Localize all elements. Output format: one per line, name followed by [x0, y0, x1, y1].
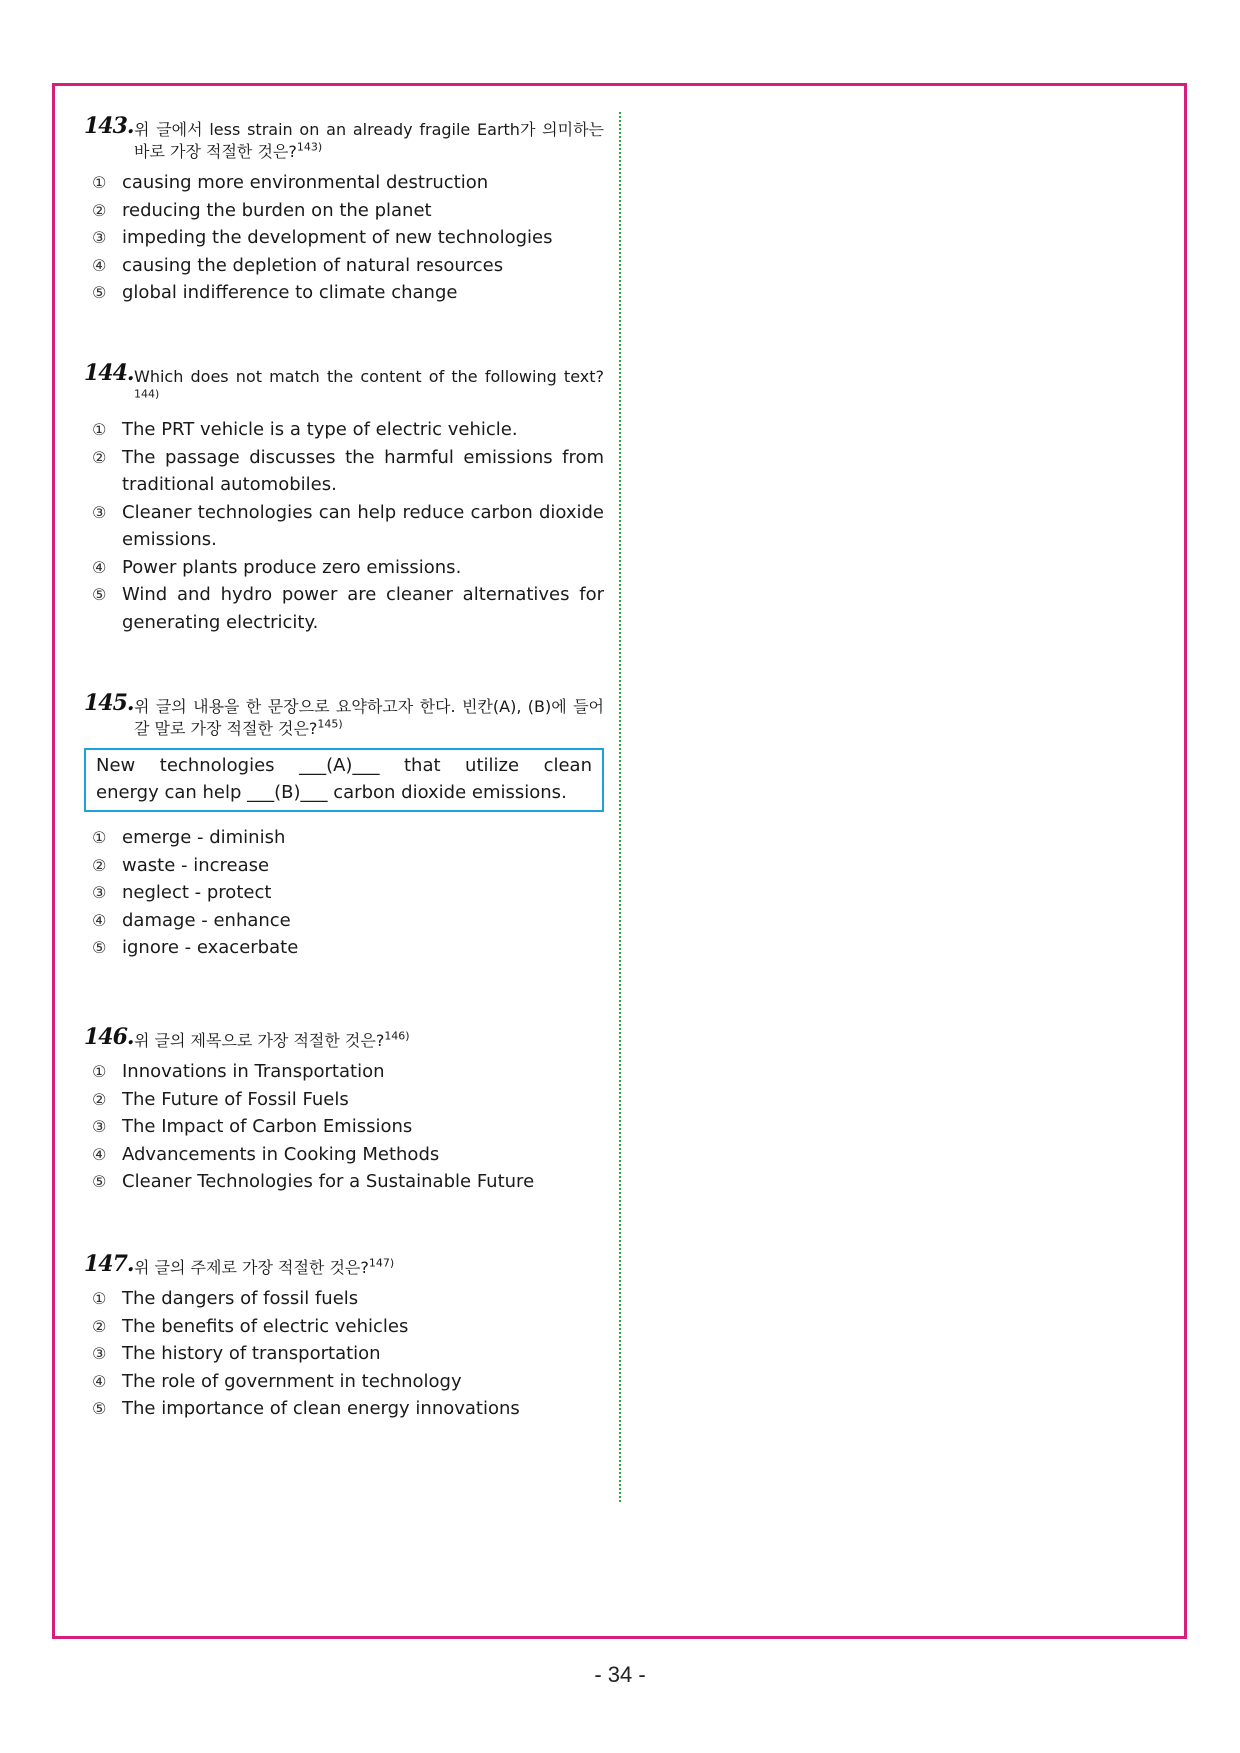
- question-stem: [84, 1251, 604, 1279]
- summary-line: energy can help ___(B)___ carbon dioxide emissions.: [96, 782, 567, 803]
- option-marker: ②: [92, 200, 107, 220]
- option-marker: ④: [92, 255, 107, 275]
- option-marker: ①: [92, 1289, 107, 1308]
- option-marker: ①: [92, 420, 107, 439]
- answer-option[interactable]: [92, 934, 604, 962]
- option-text: emerge - diminish: [122, 827, 286, 848]
- option-text: The Impact of Carbon Emissions: [122, 1116, 413, 1137]
- footnote-ref: 144): [134, 387, 160, 401]
- answer-option[interactable]: [92, 279, 604, 307]
- summary-box: [84, 748, 604, 812]
- option-text: The role of government in technology: [122, 1370, 462, 1392]
- answer-option[interactable]: [92, 1395, 604, 1423]
- option-marker: ⑤: [92, 1172, 107, 1191]
- question-number: 147.: [84, 1251, 134, 1277]
- question-144: [84, 360, 604, 636]
- question-text: Which does not match the content of the following text?: [134, 367, 604, 386]
- option-text: The history of transportation: [122, 1343, 381, 1364]
- option-text: The PRT vehicle is a type of electric vehicle.: [122, 419, 518, 440]
- answer-options: [92, 169, 604, 307]
- answer-option[interactable]: [92, 1368, 604, 1396]
- footnote-ref: 143): [296, 140, 323, 154]
- option-marker: ②: [92, 447, 107, 467]
- option-text: The importance of clean energy innovations: [122, 1398, 520, 1419]
- option-text: The Future of Fossil Fuels: [122, 1088, 349, 1110]
- answer-options: [92, 1285, 604, 1423]
- summary-line: New technologies ___(A)___ that utilize clean: [96, 755, 592, 776]
- question-number: 145.: [84, 690, 134, 716]
- answer-option[interactable]: [92, 907, 604, 935]
- answer-option[interactable]: [92, 224, 604, 252]
- column-divider: [619, 112, 621, 1502]
- answer-option[interactable]: [92, 1340, 604, 1368]
- question-text: 위 글의 주제로 가장 적절한 것은?: [134, 1258, 369, 1277]
- option-marker: ③: [92, 1117, 107, 1136]
- option-marker: ②: [92, 855, 107, 875]
- answer-option[interactable]: [92, 1086, 604, 1114]
- option-text: causing the depletion of natural resources: [122, 254, 504, 276]
- option-marker: ②: [92, 1316, 107, 1336]
- footnote-ref: 146): [384, 1029, 410, 1043]
- option-text: The passage discusses the harmful emissions from traditional automobiles.: [122, 446, 604, 495]
- answer-options: [92, 1058, 604, 1196]
- option-marker: ③: [92, 228, 107, 247]
- question-number: 144.: [84, 360, 134, 386]
- question-145: [84, 690, 604, 962]
- option-marker: ⑤: [92, 283, 107, 302]
- answer-option[interactable]: [92, 252, 604, 280]
- option-marker: ①: [92, 173, 107, 192]
- question-146: [84, 1024, 604, 1196]
- option-marker: ②: [92, 1089, 107, 1109]
- option-text: global indifference to climate change: [122, 282, 458, 303]
- question-stem: [84, 1024, 604, 1052]
- question-stem: [84, 360, 604, 410]
- answer-option[interactable]: [92, 1313, 604, 1341]
- option-text: damage - enhance: [122, 909, 291, 931]
- option-marker: ③: [92, 1344, 107, 1363]
- answer-option[interactable]: [92, 1168, 604, 1196]
- answer-option[interactable]: [92, 581, 604, 636]
- answer-options: [92, 416, 604, 636]
- answer-option[interactable]: [92, 1113, 604, 1141]
- option-text: Power plants produce zero emissions.: [122, 556, 462, 578]
- option-marker: ④: [92, 910, 107, 930]
- option-marker: ④: [92, 557, 107, 577]
- answer-option[interactable]: [92, 852, 604, 880]
- option-text: Wind and hydro power are cleaner alternatives for generating electricity.: [122, 584, 604, 633]
- option-marker: ⑤: [92, 585, 107, 604]
- option-text: waste - increase: [122, 854, 270, 876]
- answer-option[interactable]: [92, 879, 604, 907]
- page-number: - 34 -: [594, 1662, 646, 1687]
- answer-option[interactable]: [92, 554, 604, 582]
- option-marker: ③: [92, 883, 107, 902]
- question-stem: [84, 113, 604, 163]
- question-text: 위 글에서 less strain on an already fragile Earth가 의미하는 바로 가장 적절한 것은?: [134, 120, 604, 161]
- option-marker: ③: [92, 502, 107, 522]
- option-marker: ⑤: [92, 1399, 107, 1418]
- option-text: Innovations in Transportation: [122, 1061, 385, 1082]
- option-text: Advancements in Cooking Methods: [122, 1143, 440, 1165]
- option-marker: ④: [92, 1371, 107, 1391]
- answer-option[interactable]: [92, 499, 604, 554]
- answer-option[interactable]: [92, 444, 604, 499]
- question-143: [84, 113, 604, 307]
- answer-option[interactable]: [92, 197, 604, 225]
- option-text: The dangers of fossil fuels: [122, 1288, 359, 1309]
- option-marker: ⑤: [92, 938, 107, 957]
- option-marker: ④: [92, 1144, 107, 1164]
- option-text: The benefits of electric vehicles: [122, 1315, 409, 1337]
- answer-options: [92, 824, 604, 962]
- footnote-ref: 145): [317, 717, 343, 731]
- answer-option[interactable]: [92, 1058, 604, 1086]
- question-147: [84, 1251, 604, 1423]
- option-text: ignore - exacerbate: [122, 937, 299, 958]
- option-marker: ①: [92, 1062, 107, 1081]
- question-number: 146.: [84, 1024, 134, 1050]
- option-text: neglect - protect: [122, 882, 272, 903]
- answer-option[interactable]: [92, 1285, 604, 1313]
- question-text: 위 글의 제목으로 가장 적절한 것은?: [134, 1031, 385, 1050]
- question-number: 143.: [84, 113, 134, 139]
- option-marker: ①: [92, 828, 107, 847]
- answer-option[interactable]: [92, 416, 604, 444]
- option-text: reducing the burden on the planet: [122, 199, 432, 221]
- answer-option[interactable]: [92, 1141, 604, 1169]
- footnote-ref: 147): [368, 1256, 395, 1270]
- option-text: Cleaner technologies can help reduce carbon dioxide emissions.: [122, 501, 604, 550]
- answer-option[interactable]: [92, 169, 604, 197]
- question-text: 위 글의 내용을 한 문장으로 요약하고자 한다. 빈칸(A), (B)에 들어갈 말로 가장 적절한 것은?: [134, 697, 604, 738]
- option-text: causing more environmental destruction: [122, 172, 489, 193]
- answer-option[interactable]: [92, 824, 604, 852]
- question-stem: [84, 690, 604, 740]
- option-text: Cleaner Technologies for a Sustainable Future: [122, 1171, 535, 1192]
- option-text: impeding the development of new technologies: [122, 227, 553, 248]
